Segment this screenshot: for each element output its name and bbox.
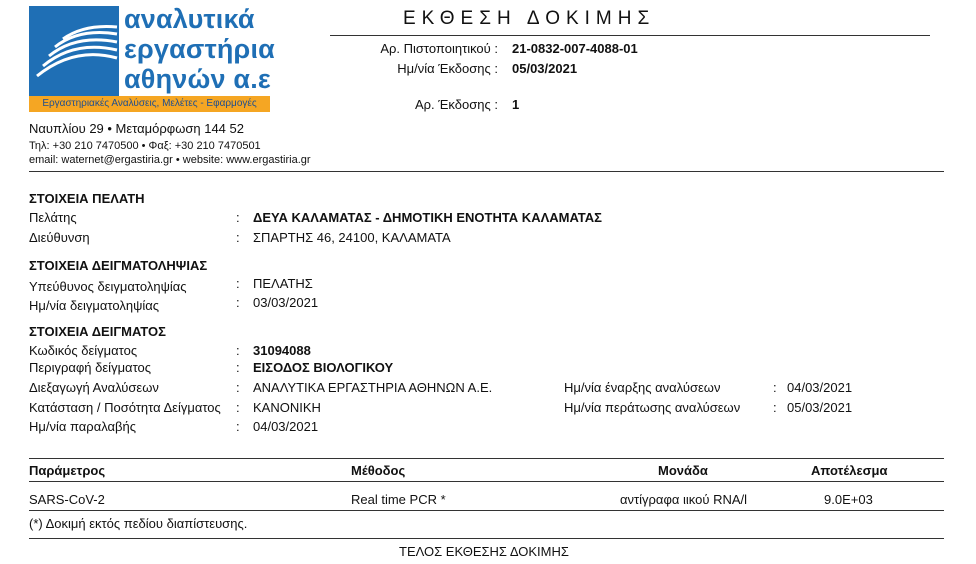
logo-tagline: Εργαστηριακές Αναλύσεις, Μελέτες - Εφαρμογές: [29, 96, 270, 112]
col-header-method: Μέθοδος: [351, 463, 406, 478]
issue-no-label: Αρ. Έκδοσης :: [414, 97, 498, 112]
client-value: ΔΕΥΑ ΚΑΛΑΜΑΤΑΣ - ΔΗΜΟΤΙΚΗ ΕΝΟΤΗΤΑ ΚΑΛΑΜΑΤΑΣ: [253, 210, 602, 225]
colon: :: [773, 400, 777, 415]
sample-received-label: Ημ/νία παραλαβής: [29, 419, 137, 434]
report-end-label: ΤΕΛΟΣ ΕΚΘΕΣΗΣ ΔΟΚΙΜΗΣ: [399, 544, 569, 559]
logo-line-1: αναλυτικά: [124, 4, 255, 34]
sampling-date-value: 03/03/2021: [253, 295, 319, 310]
table-row-unit: αντίγραφα ιικού RNA/l: [620, 492, 748, 507]
sample-lab-label: Διεξαγωγή Αναλύσεων: [29, 380, 159, 395]
analysis-end-label: Ημ/νία περάτωσης αναλύσεων: [564, 400, 741, 415]
sampling-responsible-value: ΠΕΛΑΤΗΣ: [253, 276, 313, 291]
colon: :: [236, 400, 240, 415]
table-bottom-rule: [29, 510, 944, 511]
issue-date-label: Ημ/νία Έκδοσης :: [397, 61, 498, 76]
sample-code-label: Κωδικός δείγματος: [29, 343, 138, 358]
cert-label: Αρ. Πιστοποιητικού :: [380, 41, 498, 56]
header-divider: [29, 171, 944, 172]
colon: :: [236, 230, 240, 245]
sampling-date-label: Ημ/νία δειγματοληψίας: [29, 298, 160, 313]
colon: :: [236, 276, 240, 291]
report-title: ΕΚΘΕΣΗ ΔΟΚΙΜΗΣ: [403, 8, 656, 29]
table-row-method: Real time PCR *: [351, 492, 446, 507]
company-phone: Τηλ: +30 210 7470500 • Φαξ: +30 210 7470501: [29, 140, 261, 152]
table-row-result: 9.0E+03: [824, 492, 873, 507]
colon: :: [236, 380, 240, 395]
issue-no-value: 1: [512, 97, 520, 112]
analysis-end-value: 05/03/2021: [787, 400, 853, 415]
logo-line-3: αθηνών α.ε: [124, 64, 271, 94]
colon: :: [773, 380, 777, 395]
table-row-parameter: SARS-CoV-2: [29, 492, 105, 507]
sample-desc-value: ΕΙΣΟΔΟΣ ΒΙΟΛΟΓΙΚΟΥ: [253, 360, 394, 375]
logo-waves-icon: [29, 6, 119, 96]
address-value: ΣΠΑΡΤΗΣ 46, 24100, ΚΑΛΑΜΑΤΑ: [253, 230, 451, 245]
table-header-rule: [29, 481, 944, 482]
company-web: email: waternet@ergastiria.gr • website: www.ergastiria.gr: [29, 154, 311, 166]
sample-desc-label: Περιγραφή δείγματος: [29, 360, 152, 375]
table-footnote: (*) Δοκιμή εκτός πεδίου διαπίστευσης.: [29, 516, 248, 531]
sample-lab-value: ΑΝΑΛΥΤΙΚΑ ΕΡΓΑΣΤΗΡΙΑ ΑΘΗΝΩΝ Α.Ε.: [253, 380, 493, 395]
sample-heading: ΣΤΟΙΧΕΙΑ ΔΕΙΓΜΑΤΟΣ: [29, 324, 166, 339]
company-address: Ναυπλίου 29 • Μεταμόρφωση 144 52: [29, 121, 244, 136]
issue-date-value: 05/03/2021: [512, 61, 578, 76]
col-header-result: Αποτέλεσμα: [811, 463, 888, 478]
colon: :: [236, 343, 240, 358]
analysis-start-label: Ημ/νία έναρξης αναλύσεων: [564, 380, 721, 395]
sampling-heading: ΣΤΟΙΧΕΙΑ ΔΕΙΓΜΑΤΟΛΗΨΙΑΣ: [29, 258, 208, 273]
title-divider: [330, 35, 930, 36]
logo-mark: [29, 6, 119, 96]
sample-state-value: ΚΑΝΟΝΙΚΗ: [253, 400, 321, 415]
col-header-parameter: Παράμετρος: [29, 463, 106, 478]
address-label: Διεύθυνση: [29, 230, 90, 245]
sampling-responsible-label: Υπεύθυνος δειγματοληψίας: [29, 279, 187, 294]
table-top-rule: [29, 458, 944, 459]
colon: :: [236, 210, 240, 225]
client-label: Πελάτης: [29, 210, 77, 225]
sample-state-label: Κατάσταση / Ποσότητα Δείγματος: [29, 400, 221, 415]
logo-wordmark: [124, 4, 275, 94]
analysis-start-value: 04/03/2021: [787, 380, 853, 395]
colon: :: [236, 360, 240, 375]
client-heading: ΣΤΟΙΧΕΙΑ ΠΕΛΑΤΗ: [29, 191, 145, 206]
colon: :: [236, 419, 240, 434]
col-header-unit: Μονάδα: [658, 463, 708, 478]
cert-value: 21-0832-007-4088-01: [512, 41, 638, 56]
sample-code-value: 31094088: [253, 343, 311, 358]
sample-received-value: 04/03/2021: [253, 419, 319, 434]
colon: :: [236, 295, 240, 310]
logo-line-2: εργαστήρια: [124, 34, 275, 64]
footnote-rule: [29, 538, 944, 539]
